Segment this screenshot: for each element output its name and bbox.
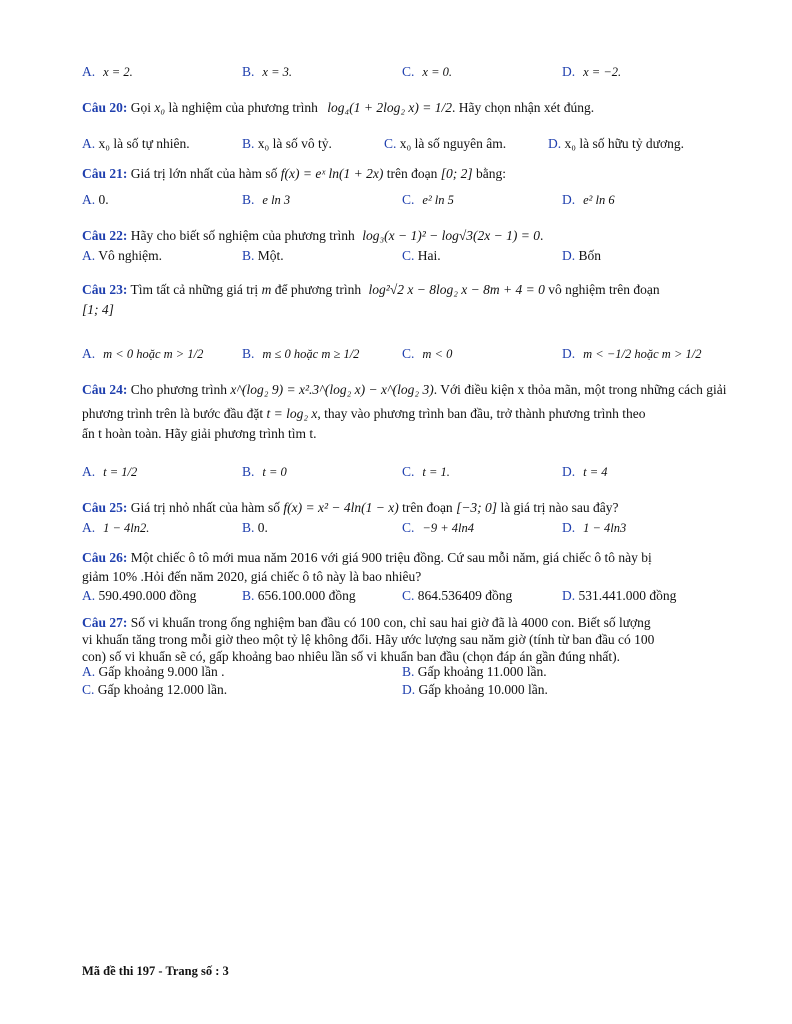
- q22-options: A. Vô nghiệm. B. Một. C. Hai. D. Bốn: [82, 248, 602, 263]
- q25-option-a[interactable]: 1 − 4ln2.: [103, 521, 150, 535]
- q22-option-d[interactable]: Bốn: [578, 248, 602, 263]
- q21-function: f(x) = eˣ ln(1 + 2x): [280, 166, 384, 181]
- q22-stem: Câu 22: Hãy cho biết số nghiệm của phương trình log₃(x − 1)² − log√3(2x − 1) = 0.: [82, 228, 544, 243]
- q25-stem: Câu 25: Giá trị nhỏ nhất của hàm số f(x) = x² − 4ln(1 − x) trên đoạn [−3; 0] là giá trị nào sau đây?: [82, 500, 619, 515]
- q24-options: A. t = 1/2 B. t = 0 C. t = 1. D. t = 4: [82, 464, 608, 479]
- q20-options: A. x₀ là số tự nhiên. B. x₀ là số vô tỷ. C. x₀ là số nguyên âm. D. x₀ là số hữu tỷ dương.: [82, 136, 684, 151]
- q25-option-d[interactable]: 1 − 4ln3: [583, 521, 627, 535]
- q23-option-c[interactable]: m < 0: [422, 347, 453, 361]
- q20-option-d[interactable]: x₀ là số hữu tỷ dương.: [564, 136, 684, 151]
- q24-stem-line3: ẩn t hoàn toàn. Hãy giải phương trình tìm t.: [82, 426, 317, 441]
- q26-options: A. 590.490.000 đồng B. 656.100.000 đồng C. 864.536409 đồng D. 531.441.000 đồng: [82, 588, 677, 603]
- q21-stem: Câu 21: Giá trị lớn nhất của hàm số f(x) = eˣ ln(1 + 2x) trên đoạn [0; 2] bằng:: [82, 166, 506, 181]
- q24-substitution: t = log₂ x: [266, 406, 318, 421]
- q24-equation: x^(log₂ 9) = x².3^(log₂ x) − x^(log₂ 3): [230, 382, 434, 397]
- q22-option-c[interactable]: Hai.: [417, 248, 441, 263]
- q22-option-b[interactable]: Một.: [257, 248, 284, 263]
- q20-option-c[interactable]: x₀ là số nguyên âm.: [399, 136, 507, 151]
- q25-option-c[interactable]: −9 + 4ln4: [422, 521, 474, 535]
- q26-option-b[interactable]: 656.100.000 đồng: [257, 588, 356, 603]
- q27-option-a[interactable]: Gấp khoảng 9.000 lần .: [98, 664, 225, 679]
- q23-equation: log²√2 x − 8log₂ x − 8m + 4 = 0: [368, 282, 545, 297]
- q25-options: A. 1 − 4ln2. B. 0. C. −9 + 4ln4 D. 1 − 4ln3: [82, 520, 627, 535]
- q23-option-a[interactable]: m < 0 hoặc m > 1/2: [103, 347, 204, 361]
- q26-option-a[interactable]: 590.490.000 đồng: [98, 588, 197, 603]
- q22-equation: log₃(x − 1)² − log√3(2x − 1) = 0: [362, 228, 540, 243]
- q21-option-b[interactable]: e ln 3: [262, 193, 291, 207]
- q23-interval: [1; 4]: [82, 302, 114, 317]
- q23-options: A. m < 0 hoặc m > 1/2 B. m ≤ 0 hoặc m ≥ 1/2 C. m < 0 D. m < −1/2 hoặc m > 1/2: [82, 346, 702, 361]
- q19-option-c[interactable]: x = 0.: [422, 65, 452, 79]
- q23-stem: Câu 23: Tìm tất cả những giá trị m để phương trình log²√2 x − 8log₂ x − 8m + 4 = 0 vô nghiệm trên đoạn: [82, 282, 660, 297]
- q27-option-b[interactable]: Gấp khoảng 11.000 lần.: [417, 664, 547, 679]
- q20-stem: Câu 20: Gọi x₀ là nghiệm của phương trình log₄(1 + 2log₂ x) = 1/2. Hãy chọn nhận xét đúng.: [82, 100, 595, 115]
- q25-function: f(x) = x² − 4ln(1 − x): [283, 500, 399, 515]
- q21-option-a[interactable]: 0.: [98, 192, 109, 207]
- q24-stem-line1: Câu 24: Cho phương trình x^(log₂ 9) = x².3^(log₂ x) − x^(log₂ 3). Với điều kiện x thỏa mãn, một trong những cách giải: [82, 382, 727, 397]
- q24-option-d[interactable]: t = 4: [583, 465, 608, 479]
- q19-options: A. x = 2. B. x = 3. C. x = 0. D. x = −2.: [82, 64, 622, 79]
- q25-option-b[interactable]: 0.: [257, 520, 268, 535]
- q24-stem-line2: phương trình trên là bước đầu đặt t = log₂ x, thay vào phương trình ban đầu, trở thành phương trình theo: [82, 406, 646, 421]
- q23-option-d[interactable]: m < −1/2 hoặc m > 1/2: [583, 347, 702, 361]
- q27-options-row2: C. Gấp khoảng 12.000 lần. D. Gấp khoảng 10.000 lần.: [82, 682, 548, 697]
- q20-equation: log₄(1 + 2log₂ x) = 1/2: [327, 100, 452, 115]
- q27-option-d[interactable]: Gấp khoảng 10.000 lần.: [418, 682, 548, 697]
- q27-options-row1: A. Gấp khoảng 9.000 lần . B. Gấp khoảng 11.000 lần.: [82, 664, 547, 679]
- q26-stem: Câu 26: Một chiếc ô tô mới mua năm 2016 với giá 900 triệu đồng. Cứ sau mỗi năm, giá chiếc ô tô này bị giảm 10% .Hỏi đến năm 2020, giá chiếc ô tô này là bao nhiêu?: [82, 550, 652, 584]
- q20-option-b[interactable]: x₀ là số vô tỷ.: [257, 136, 332, 151]
- q21-options: A. 0. B. e ln 3 C. e² ln 5 D. e² ln 6: [82, 192, 615, 207]
- q23-option-b[interactable]: m ≤ 0 hoặc m ≥ 1/2: [262, 347, 360, 361]
- q19-option-d[interactable]: x = −2.: [583, 65, 622, 79]
- q20-option-a[interactable]: x₀ là số tự nhiên.: [98, 136, 190, 151]
- q20-label: Câu 20:: [82, 100, 128, 115]
- q19-option-b[interactable]: x = 3.: [262, 65, 292, 79]
- q26-option-c[interactable]: 864.536409 đồng: [417, 588, 513, 603]
- q21-option-c[interactable]: e² ln 5: [422, 193, 454, 207]
- q24-option-a[interactable]: t = 1/2: [103, 465, 138, 479]
- q19-option-a[interactable]: x = 2.: [103, 65, 133, 79]
- q21-option-d[interactable]: e² ln 6: [583, 193, 615, 207]
- q22-option-a[interactable]: Vô nghiệm.: [98, 248, 163, 263]
- q24-option-b[interactable]: t = 0: [262, 465, 287, 479]
- q26-option-d[interactable]: 531.441.000 đồng: [578, 588, 677, 603]
- q27-option-c[interactable]: Gấp khoảng 12.000 lần.: [97, 682, 228, 697]
- page-footer: Mã đề thi 197 - Trang số : 3: [82, 964, 229, 978]
- q24-option-c[interactable]: t = 1.: [422, 465, 450, 479]
- q27-stem: Câu 27: Số vi khuẩn trong ống nghiệm ban đầu có 100 con, chỉ sau hai giờ đã là 4000 con. Biết số lượng vi khuẩn tăng trong mỗi giờ theo một tỷ lệ không đổi. Hãy ước lượng sau năm giờ (tính từ ban đầu có 100 con) số vi khuẩn sẽ có, gấp khoảng bao nhiêu lần số vi khuẩn ban đầu (chọn đáp án gần đúng nhất).: [82, 615, 655, 664]
